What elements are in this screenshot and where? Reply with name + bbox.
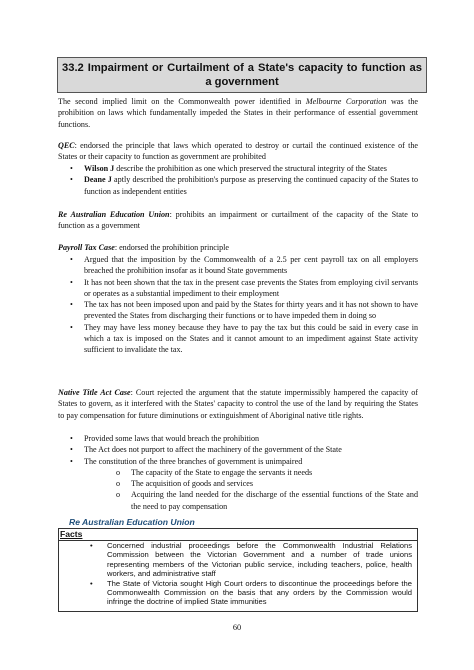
- sub-bullet-glyph: o: [116, 490, 121, 500]
- sub-bullet-text: Acquiring the land needed for the discharge of the essential functions of the State and the need to pay compensation: [131, 490, 418, 511]
- facts-heading: Facts: [60, 529, 83, 539]
- section-heading: 33.2 Impairment or Curtailment of a State's capacity to function as a government: [62, 62, 422, 88]
- bullet-glyph: •: [70, 300, 73, 310]
- bullet-glyph: •: [70, 445, 73, 455]
- native-title-text: : Court rejected the argument that the statute impermissibly hampered the capacity of States to govern, as it interfered with the States' capacity to control the use of the land by requiring the States to pay compensation for future diminutions or extinguishment of Aboriginal native title rights.: [58, 388, 418, 420]
- bullet-text: The Act does not purport to affect the machinery of the government of the State: [84, 445, 342, 455]
- bullet-text: aptly described the prohibition's purpose as preserving the continued capacity of the States to function as independent entities: [84, 175, 418, 196]
- list-item: [58, 163, 418, 174]
- sub-bullet-glyph: o: [116, 467, 121, 477]
- judge-name: Wilson J: [84, 164, 115, 173]
- list-item: [58, 277, 418, 300]
- sub-bullet-text: The acquisition of goods and services: [131, 479, 254, 489]
- intro-case-name: Melbourne Corporation: [305, 97, 387, 106]
- sub-list-item: [84, 489, 418, 512]
- list-item: [58, 322, 418, 356]
- bullet-glyph: •: [70, 175, 73, 185]
- bullet-text: It has not been shown that the tax in the present case prevents the States from employing civil servants or operates as a substantial impediment to their employment: [84, 277, 418, 298]
- payroll-text: : endorsed the prohibition principle: [114, 243, 229, 252]
- aeu-paragraph: [58, 209, 418, 232]
- aeu-text: : prohibits an impairment or curtailment of the capacity of the State to function as a government: [58, 210, 419, 231]
- sub-bullet-glyph: o: [116, 479, 121, 489]
- intro-paragraph: [58, 96, 418, 130]
- sub-list-item: [84, 467, 418, 478]
- bullet-text: The tax has not been imposed upon and paid by the States for thirty years and it has not shown to have prevented the States from discharging their functions or to have impeded them in doing so: [84, 300, 418, 321]
- judge-name: Deane J: [84, 175, 112, 185]
- list-item: [58, 433, 418, 444]
- qec-text: : endorsed the principle that laws which operated to destroy or curtail the continued existence of the States or their capacity to function as government are prohibited: [58, 141, 418, 162]
- sub-bullet-text: The capacity of the State to engage the servants it needs: [131, 467, 313, 477]
- bullet-text: Provided some laws that would breach the prohibition: [84, 434, 260, 443]
- bullet-glyph: •: [70, 456, 73, 466]
- intro-text-before: The second implied limit on the Commonwealth power identified in: [58, 97, 306, 106]
- intro-text-after: was the prohibition on laws which fundamentally impeded the States in their performance of essential government functions.: [58, 97, 418, 129]
- list-item: [58, 444, 418, 455]
- bullet-glyph: •: [70, 164, 73, 173]
- list-item: [58, 174, 418, 197]
- list-item: [58, 456, 418, 512]
- qec-lead: QEC: [58, 141, 75, 150]
- case-subheading: Re Australian Education Union: [69, 517, 195, 527]
- qec-paragraph: [58, 140, 418, 163]
- native-title-lead: Native Title Act Case: [58, 388, 131, 397]
- native-title-bullets: [58, 433, 418, 512]
- payroll-bullets: [58, 254, 418, 356]
- bullet-text: The constitution of the three branches of government is unimpaired: [84, 456, 303, 466]
- payroll-paragraph: [58, 242, 418, 253]
- list-item: [58, 541, 416, 579]
- section-heading-box: [57, 57, 427, 93]
- facts-bullets: [58, 541, 416, 607]
- bullet-glyph: •: [70, 255, 73, 264]
- bullet-glyph: •: [90, 541, 93, 550]
- list-item: [58, 579, 416, 607]
- bullet-glyph: •: [90, 578, 93, 588]
- bullet-glyph: •: [70, 322, 73, 332]
- bullet-text: Concerned industrial proceedings before the Commonwealth Industrial Relations Commission between the Victorian Government and a number of trade unions representing members of the Victorian public service, including teachers, police, health workers, and administrative staff: [107, 541, 412, 579]
- bullet-text: They may have less money because they have to pay the tax but this could be said in every case in which a tax is imposed on the States and it cannot amount to an impediment against State activity sufficient to invalidate the tax.: [84, 322, 418, 355]
- qec-bullets: [58, 163, 418, 197]
- page-number: 60: [232, 623, 242, 632]
- native-title-paragraph: [58, 387, 418, 421]
- bullet-text: The State of Victoria sought High Court orders to discontinue the proceedings before the Commonwealth Commission on the basis that any orders by the Commission would infringe the doctrine of implied State immunities: [107, 578, 412, 607]
- bullet-text: Argued that the imposition by the Commonwealth of a 2.5 per cent payroll tax on all employers breached the prohibition insofar as it bound State governments: [84, 255, 418, 276]
- sub-list-item: [84, 478, 418, 489]
- bullet-glyph: •: [70, 277, 73, 287]
- native-title-sub-bullets: [84, 467, 418, 512]
- list-item: [58, 299, 418, 322]
- aeu-lead: Re Australian Education Union: [58, 210, 170, 219]
- list-item: [58, 254, 418, 277]
- bullet-glyph: •: [70, 434, 73, 443]
- bullet-text: describe the prohibition as one which preserved the structural integrity of the States: [114, 164, 387, 173]
- payroll-lead: Payroll Tax Case: [58, 243, 115, 252]
